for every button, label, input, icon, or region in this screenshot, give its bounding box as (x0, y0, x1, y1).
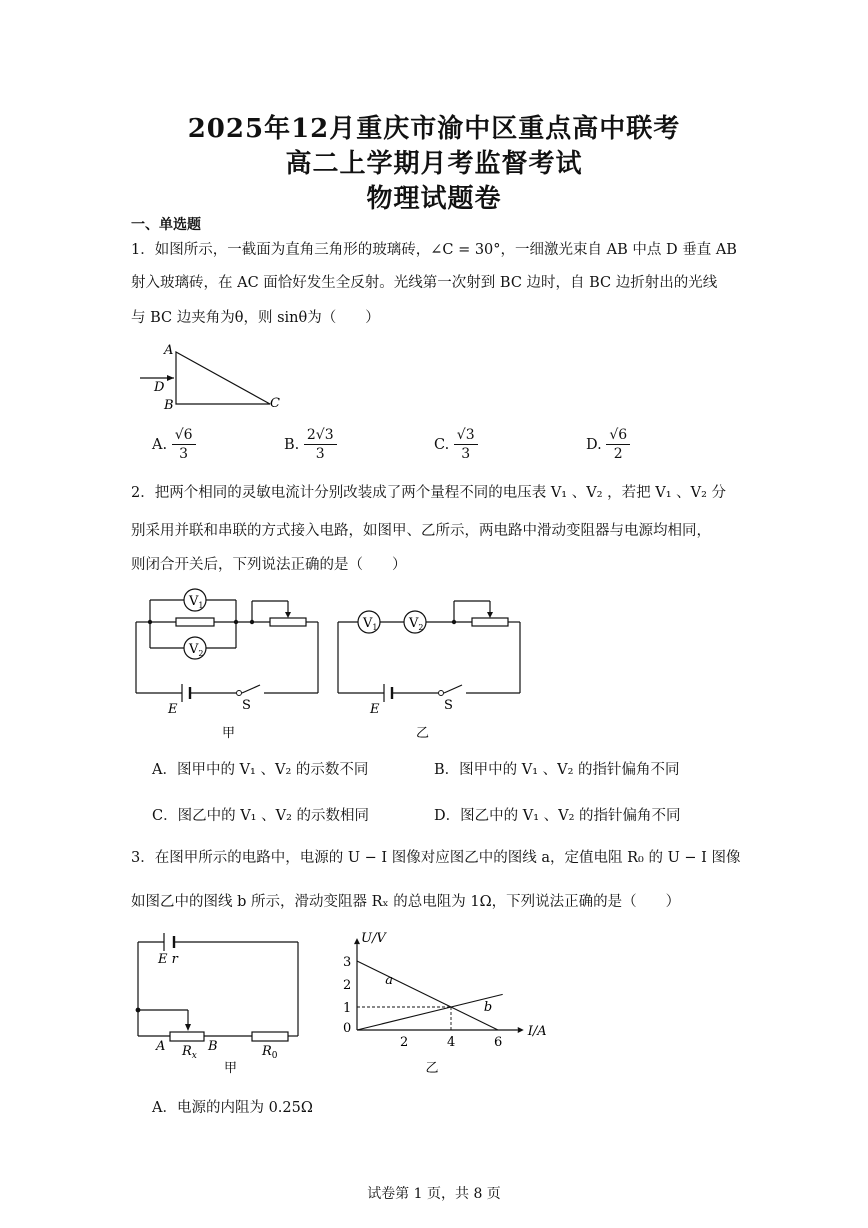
q3-text-line2: 如图乙中的图线 b 所示，滑动变阻器 Rₓ 的总电阻为 1Ω，下列说法正确的是（ ） (131, 894, 681, 910)
chart-x-axis-arrow (518, 1027, 524, 1033)
q1-text-line2: 射入玻璃砖，在 AC 面恰好发生全反射。光线第一次射到 BC 边时，自 BC 边折射出的光线 (131, 275, 718, 291)
q2-yi-label-e: E (370, 702, 380, 717)
q2-option-c[interactable]: C．图乙中的 V₁ 、V₂ 的示数相同 (152, 808, 369, 824)
q2-circuit-jia (130, 585, 330, 745)
y-tick-label: 3 (343, 955, 352, 970)
q2-yi-label-s: S (444, 698, 453, 713)
q3-label-a: A (156, 1039, 166, 1054)
q1-triangle-figure (130, 340, 300, 420)
exam-title-line2: 高二上学期月考监督考试 (285, 149, 583, 179)
q1-text-line1: 1．如图所示，一截面为直角三角形的玻璃砖，∠C = 30°，一细激光束自 AB 中点 D 垂直 AB (131, 242, 737, 258)
series-label-b: b (483, 1000, 493, 1015)
q1-option-d[interactable]: D. $\frac{√6}{2}$ (586, 427, 630, 462)
q1-label-d: D (154, 380, 165, 395)
x-tick-label: 4 (447, 1035, 456, 1050)
exam-title-line3: 物理试题卷 (366, 184, 502, 214)
q2-option-d[interactable]: D．图乙中的 V₁ 、V₂ 的指针偏角不同 (434, 808, 681, 824)
q1-option-b[interactable]: B. $\frac{2√3}{3}$ (284, 427, 337, 462)
svg-text:V2: $V_2$ (409, 616, 424, 632)
q3-text-line1: 3．在图甲所示的电路中，电源的 U − I 图像对应图乙中的图线 a，定值电阻 R₀ 的 U − I 图像 (131, 850, 741, 866)
q1-label-a: A (164, 343, 174, 358)
svg-text:R0: $R_0$ (262, 1044, 278, 1061)
series-line-b (357, 994, 503, 1030)
series-label-a: a (385, 973, 393, 988)
q3-label-er: E r (158, 952, 178, 967)
q2-text-line3: 则闭合开关后，下列说法正确的是（ ） (131, 557, 407, 573)
chart-x-label: I/A (527, 1024, 547, 1039)
y-tick-label: 0 (343, 1021, 352, 1036)
q1-option-a[interactable]: A. $\frac{√6}{3}$ (152, 427, 196, 462)
q2-text-line2: 别采用并联和串联的方式接入电路，如图甲、乙所示，两电路中滑动变阻器与电源均相同， (131, 523, 711, 539)
q3-option-a[interactable]: A．电源的内阻为 0.25Ω (152, 1100, 313, 1116)
q1-label-b: B (164, 398, 174, 413)
q3-ui-chart (335, 928, 575, 1083)
q2-caption-jia: 甲 (222, 726, 236, 741)
chart-caption: 乙 (425, 1061, 439, 1076)
q2-option-b[interactable]: B．图甲中的 V₁ 、V₂ 的指针偏角不同 (434, 762, 680, 778)
q2-text-line1: 2．把两个相同的灵敏电流计分别改装成了两个量程不同的电压表 V₁ 、V₂ ，若把 V₁ 、V₂ 分 (131, 485, 727, 501)
y-tick-label: 1 (343, 1001, 352, 1016)
y-tick-label: 2 (343, 978, 352, 993)
svg-text:V1: $V_1$ (363, 616, 378, 632)
q3-circuit-jia (130, 928, 330, 1078)
q1-label-c: C (270, 396, 280, 411)
svg-text:Rx: $R_x$ (182, 1044, 197, 1061)
page-footer: 试卷第 1 页，共 8 页 (367, 1186, 501, 1202)
series-line-a (357, 961, 498, 1030)
svg-text:V1: $V_1$ (189, 594, 204, 610)
exam-title-line1: 2025年12月重庆市渝中区重点高中联考 (187, 114, 681, 144)
chart-y-label: U/V (361, 931, 386, 947)
svg-text:V2: $V_2$ (189, 642, 204, 658)
q3-caption-jia: 甲 (224, 1061, 238, 1076)
q1-text-line3: 与 BC 边夹角为θ，则 sinθ为（ ） (131, 310, 380, 326)
section-heading: 一、单选题 (131, 217, 201, 233)
chart-y-axis-arrow (354, 938, 360, 944)
q2-jia-label-e: E (168, 702, 178, 717)
x-tick-label: 2 (400, 1035, 409, 1050)
q1-option-c[interactable]: C. $\frac{√3}{3}$ (434, 427, 478, 462)
q2-option-a[interactable]: A．图甲中的 V₁ 、V₂ 的示数不同 (152, 762, 369, 778)
q2-caption-yi: 乙 (416, 726, 430, 741)
q2-jia-label-s: S (242, 698, 251, 713)
x-tick-label: 6 (494, 1035, 503, 1050)
q3-label-b: B (208, 1039, 218, 1054)
q2-circuit-yi (332, 585, 532, 745)
